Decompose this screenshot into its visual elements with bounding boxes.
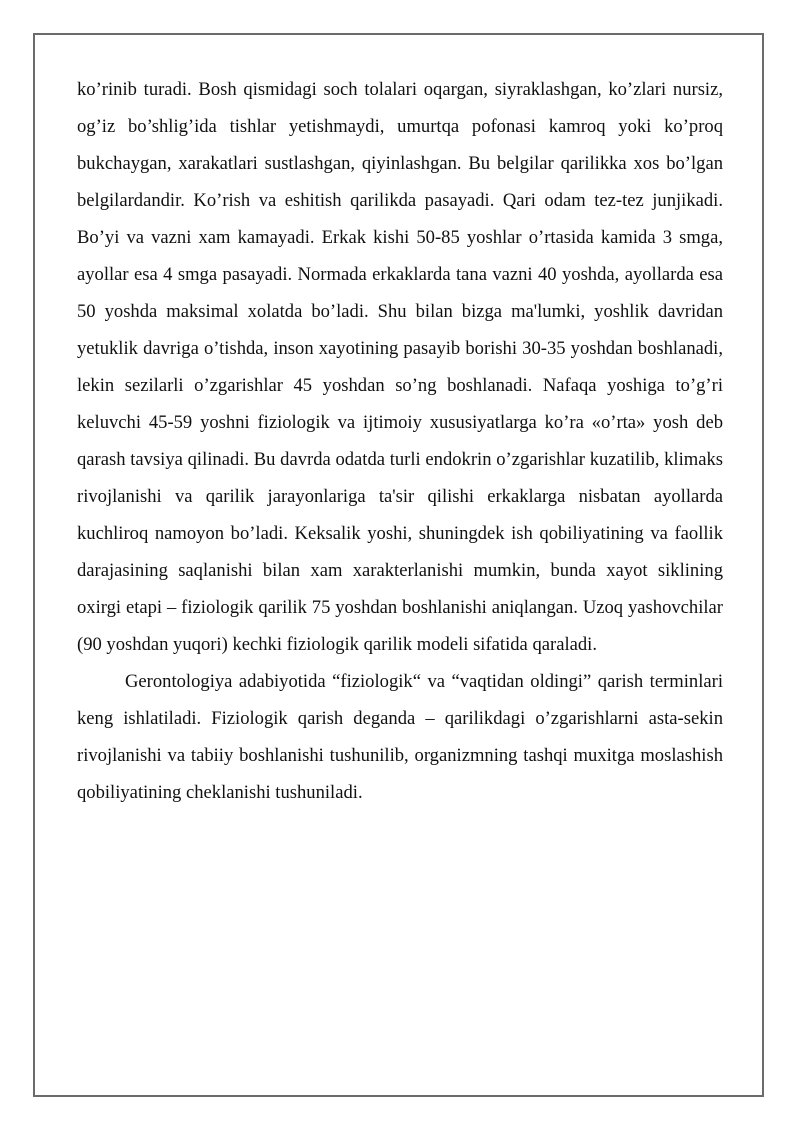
paragraph-continuation: ko’rinib turadi. Bosh qismidagi soch tolalari oqargan, siyraklashgan, ko’zlari nursiz, og’iz bo’shlig’ida tishlar yetishmaydi, umurtqa pofonasi kamroq yoki ko’proq bukchaygan, xarakatlari sustlashgan, qiyinlashgan. Bu belgilar qarilikka xos bo’lgan belgilardandir. Ko’rish va eshitish qarilikda pasayadi. Qari odam tez-tez junjikadi. Bo’yi va vazni xam kamayadi. Erkak kishi 50-85 yoshlar o’rtasida kamida 3 smga, ayollar esa 4 smga pasayadi. Normada erkaklarda tana vazni 40 yoshda, ayollarda esa 50 yoshda maksimal xolatda bo’ladi. Shu bilan bizga ma'lumki, yoshlik davridan yetuklik davriga o’tishda, inson xayotining pasayib borishi 30-35 yoshdan boshlanadi, lekin sezilarli o’zgarishlar 45 yoshdan so’ng boshlanadi. Nafaqa yoshiga to’g’ri keluvchi 45-59 yoshni fiziologik va ijtimoiy xususiyatlarga ko’ra «o’rta» yosh deb qarash tavsiya qilinadi. Bu davrda odatda turli endokrin o’zgarishlar kuzatilib, klimaks rivojlanishi va qarilik jarayonlariga ta'sir qilishi erkaklarga nisbatan ayollarda kuchliroq namoyon bo’ladi. Keksalik yoshi, shuningdek ish qobiliyatining va faollik darajasining saqlanishi bilan xam xarakterlanishi mumkin, bunda xayot siklining oxirgi etapi – fiziologik qarilik 75 yoshdan boshlanishi aniqlangan. Uzoq yashovchilar (90 yoshdan yuqori) kechki fiziologik qarilik modeli sifatida qaraladi.	[77, 79, 723, 655]
paragraph-gerontology: Gerontologiya adabiyotida “fiziologik“ va “vaqtidan oldingi” qarish terminlari keng ishlatiladi. Fiziologik qarish deganda – qarilikdagi o’zgarishlarni asta-sekin rivojlanishi va tabiiy boshlanishi tushunilib, organizmning tashqi muxitga moslashish qobiliyatining cheklanishi tushuniladi.	[77, 671, 723, 803]
document-body	[77, 71, 723, 811]
